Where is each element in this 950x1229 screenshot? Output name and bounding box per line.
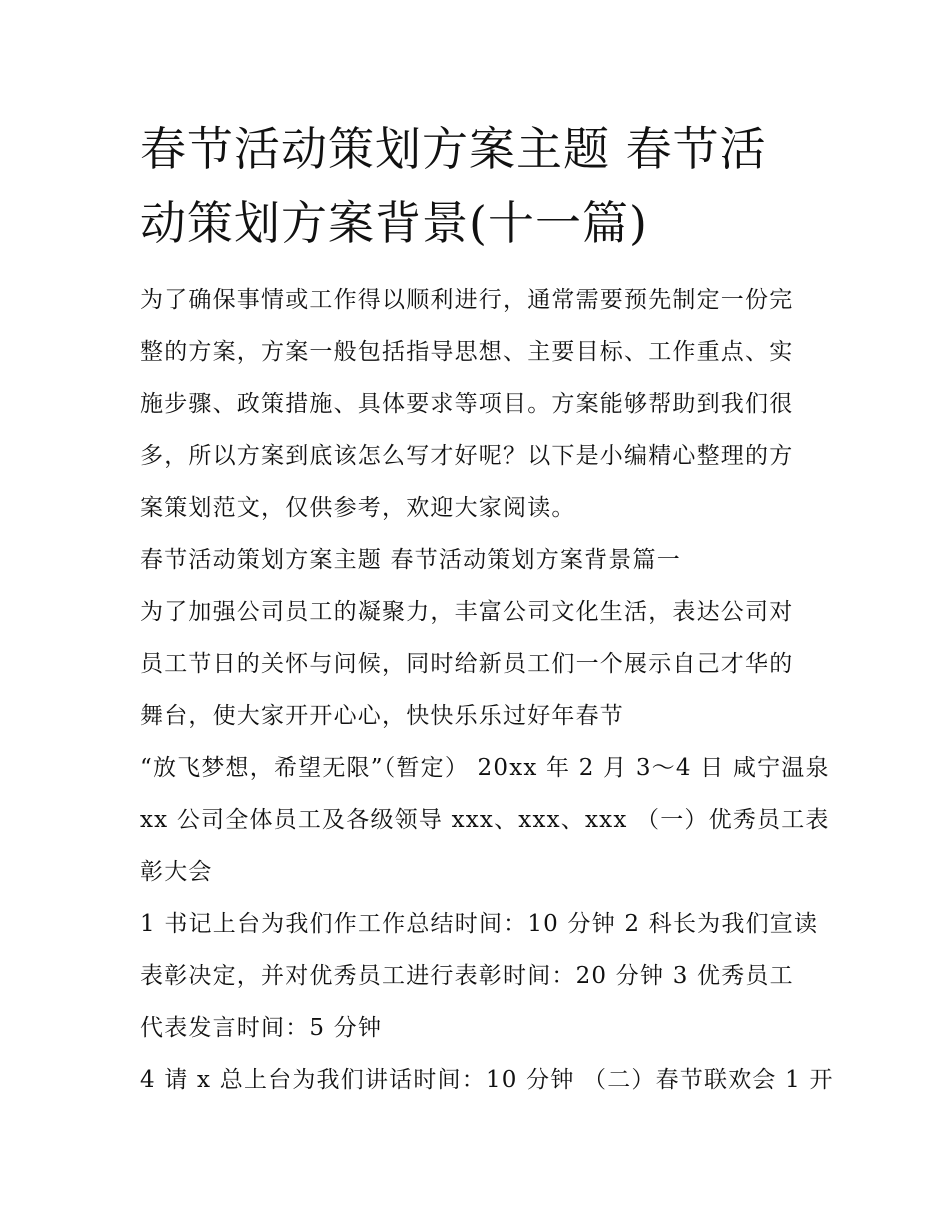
title-line: 动策划方案背景(十一篇) [140, 196, 648, 250]
schedule-paragraph [140, 898, 820, 1054]
text-line: 春节活动策划方案主题 春节活动策划方案背景篇一 [140, 547, 681, 573]
text-line: 舞台，使大家开开心心，快快乐乐过好年春节 [140, 703, 624, 729]
text-line: 代表发言时间：5 分钟 [140, 1015, 383, 1041]
text-line: 整的方案，方案一般包括指导思想、主要目标、工作重点、实 [140, 339, 794, 365]
document-title [140, 112, 820, 260]
text-line: 为了确保事情或工作得以顺利进行，通常需要预先制定一份完 [140, 287, 794, 313]
text-line: 彰大会 [140, 859, 213, 885]
text-line: 4 请 x 总上台为我们讲话时间：10 分钟 （二）春节联欢会 1 开 [140, 1067, 834, 1093]
text-line: 施步骤、政策措施、具体要求等项目。方案能够帮助到我们很 [140, 391, 794, 417]
final-paragraph [140, 1054, 834, 1106]
text-line: 案策划范文，仅供参考，欢迎大家阅读。 [140, 495, 576, 521]
text-line: 为了加强公司员工的凝聚力，丰富公司文化生活，表达公司对 [140, 599, 794, 625]
title-line: 春节活动策划方案主题 春节活 [140, 122, 767, 176]
intro-paragraph [140, 274, 820, 534]
text-line: xx 公司全体员工及各级领导 xxx、xxx、xxx （一）优秀员工表 [140, 807, 830, 833]
text-line: 多，所以方案到底该怎么写才好呢？以下是小编精心整理的方 [140, 443, 794, 469]
section-heading [140, 534, 820, 586]
text-line: “放飞梦想，希望无限”（暂定） 20xx 年 2 月 3～4 日 咸宁温泉 [140, 755, 830, 781]
document-content [140, 112, 834, 1106]
text-line: 1 书记上台为我们作工作总结时间：10 分钟 2 科长为我们宣读 [140, 911, 819, 937]
purpose-paragraph [140, 586, 820, 742]
text-line: 员工节日的关怀与问候，同时给新员工们一个展示自己才华的 [140, 651, 794, 677]
text-line: 表彰决定，并对优秀员工进行表彰时间：20 分钟 3 优秀员工 [140, 963, 794, 989]
details-paragraph [140, 742, 830, 898]
